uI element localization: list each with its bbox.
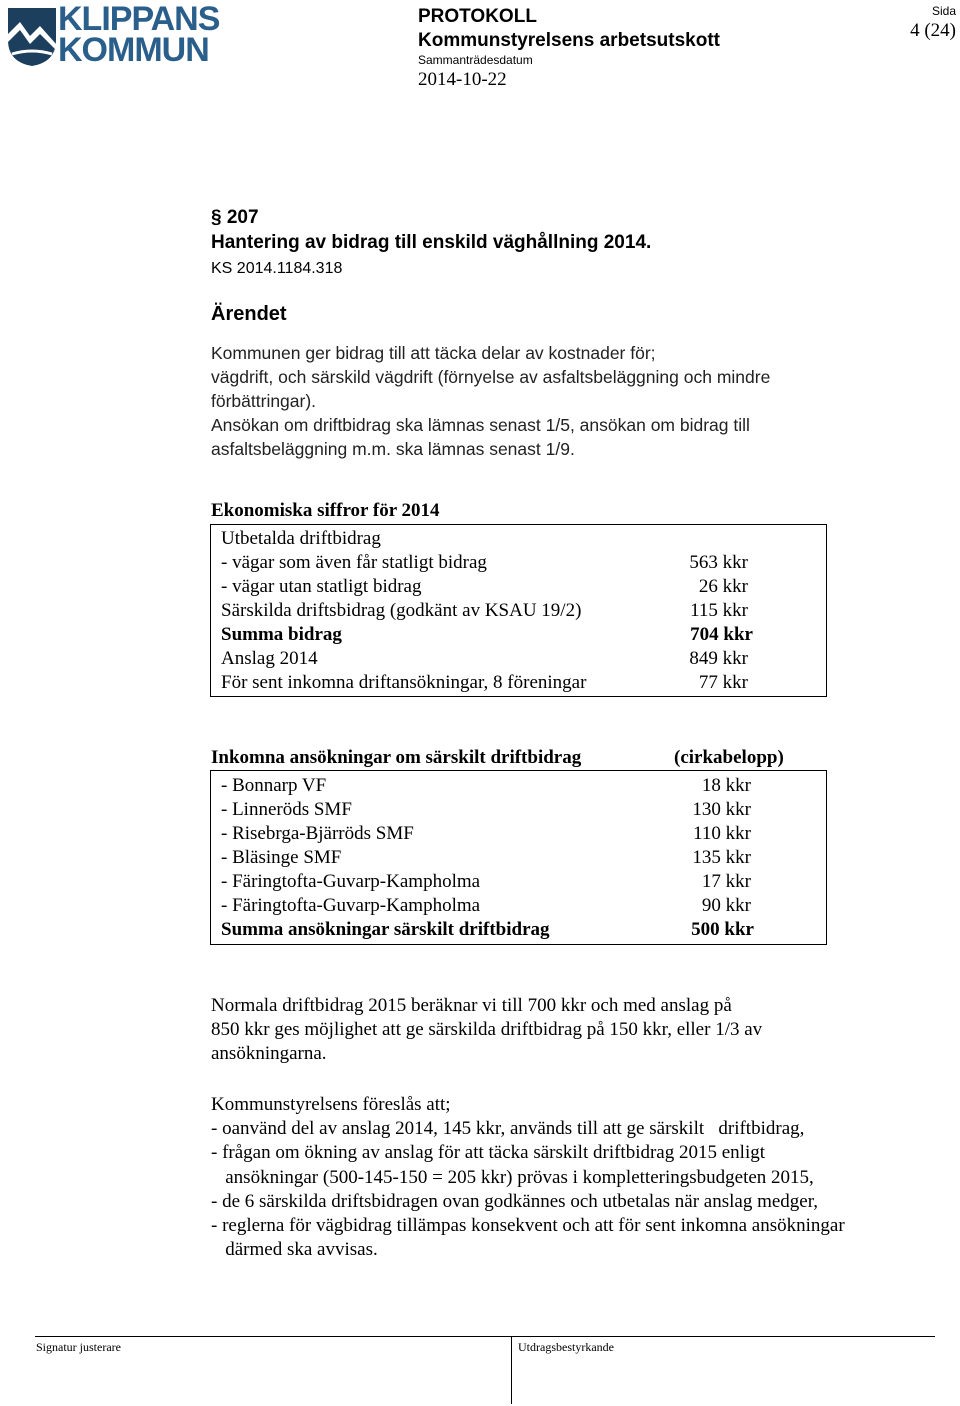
proposal-intro: Kommunstyrelsens föreslås att; (211, 1094, 451, 1115)
row-label: - Färingtofta-Guvarp-Kampholma (221, 871, 481, 892)
proposal-line: - oanvänd del av anslag 2014, 145 kkr, används till att ge särskilt driftbidrag, (211, 1118, 805, 1139)
paragraph-number (211, 207, 259, 229)
row-label: Utbetalda driftbidrag (221, 528, 381, 549)
proposal-line: ansökningar (500-145-150 = 205 kkr) prövas i kompletteringsbudgeten 2015, (211, 1167, 814, 1188)
table-row (221, 847, 826, 871)
row-value: 135 kkr (692, 847, 751, 868)
footer-divider (35, 1336, 935, 1337)
logo-line-1: KLIPPANS (58, 0, 220, 38)
logo-wordmark (58, 0, 220, 69)
table-row (221, 775, 826, 799)
section-symbol: § (211, 207, 222, 228)
row-value: 17 kkr (701, 871, 751, 892)
applications-heading-note: (cirkabelopp) (674, 747, 784, 768)
row-label: Anslag 2014 (221, 648, 318, 669)
row-label: - Bonnarp VF (221, 775, 327, 796)
table-row (221, 672, 826, 696)
economics-table (210, 524, 827, 697)
row-value: 18 kkr (701, 775, 751, 796)
page-label: Sida (931, 4, 956, 18)
row-value: 704 kkr (690, 624, 753, 645)
table-row-total (221, 624, 826, 648)
coat-of-arms-icon (4, 4, 60, 68)
row-label: - vägar som även får statligt bidrag (221, 552, 487, 573)
table-row (221, 552, 826, 576)
row-label: - Risebrga-Bjärröds SMF (221, 823, 414, 844)
proposal-line: - reglerna för vägbidrag tillämpas konsekvent och att för sent inkomna ansökningar (211, 1215, 845, 1236)
row-value: 90 kkr (701, 895, 751, 916)
row-value: 849 kkr (689, 648, 748, 669)
row-value: 130 kkr (692, 799, 751, 820)
table-row (221, 871, 826, 895)
table-row-total (221, 919, 826, 943)
row-label: - vägar utan statligt bidrag (221, 576, 422, 597)
normal-text-line: Normala driftbidrag 2015 beräknar vi till 700 kkr och med anslag på (211, 995, 732, 1016)
meeting-date: 2014-10-22 (418, 69, 507, 90)
signature-label: Signatur justerare (36, 1340, 121, 1354)
doc-type: PROTOKOLL (418, 6, 537, 27)
arendet-line: Kommunen ger bidrag till att täcka delar av kostnader för; (211, 343, 656, 363)
row-label: Summa bidrag (221, 624, 342, 645)
row-value: 110 kkr (693, 823, 751, 844)
table-row (221, 895, 826, 919)
applications-heading: Inkomna ansökningar om särskilt driftbidrag (211, 747, 582, 768)
footer-column-divider (511, 1336, 512, 1404)
row-label: - Bläsinge SMF (221, 847, 342, 868)
arendet-line: vägdrift, och särskild vägdrift (förnyelse av asfaltsbeläggning och mindre (211, 367, 771, 387)
row-value: 563 kkr (689, 552, 748, 573)
row-label: Särskilda driftsbidrag (godkänt av KSAU 19/2) (221, 600, 582, 621)
committee-name: Kommunstyrelsens arbetsutskott (418, 30, 720, 51)
table-row (221, 600, 826, 624)
arendet-line: Ansökan om driftbidrag ska lämnas senast 1/5, ansökan om bidrag till (211, 415, 750, 435)
table-row (221, 576, 826, 600)
page-number: 4 (24) (910, 20, 956, 41)
case-reference: KS 2014.1184.318 (211, 260, 343, 277)
row-label: För sent inkomna driftansökningar, 8 föreningar (221, 672, 587, 693)
paragraph-number-value: 207 (226, 207, 259, 228)
applications-table (210, 770, 827, 945)
table-row (221, 528, 826, 552)
table-row (221, 799, 826, 823)
row-label: - Färingtofta-Guvarp-Kampholma (221, 895, 481, 916)
proposal-line: - de 6 särskilda driftsbidragen ovan godkännes och utbetalas när anslag medger, (211, 1191, 819, 1212)
row-value: 115 kkr (690, 600, 748, 621)
row-label: Summa ansökningar särskilt driftbidrag (221, 919, 550, 940)
arendet-line: förbättringar). (211, 391, 317, 411)
row-label: - Linneröds SMF (221, 799, 352, 820)
economics-heading: Ekonomiska siffror för 2014 (211, 500, 440, 521)
table-row (221, 648, 826, 672)
table-row (221, 823, 826, 847)
row-value: 26 kkr (698, 576, 748, 597)
proposal-line: - frågan om ökning av anslag för att täcka särskilt driftbidrag 2015 enligt (211, 1142, 766, 1163)
paragraph-title: Hantering av bidrag till enskild väghållning 2014. (211, 232, 652, 253)
arendet-heading: Ärendet (211, 303, 287, 325)
logo-line-2: KOMMUN (58, 31, 209, 69)
extract-label: Utdragsbestyrkande (518, 1340, 614, 1354)
row-value: 77 kkr (698, 672, 748, 693)
proposal-line: därmed ska avvisas. (211, 1239, 378, 1260)
normal-text-line: ansökningarna. (211, 1043, 327, 1064)
normal-text-line: 850 kkr ges möjlighet att ge särskilda driftbidrag på 150 kkr, eller 1/3 av (211, 1019, 763, 1040)
arendet-line: asfaltsbeläggning m.m. ska lämnas senast 1/9. (211, 439, 575, 459)
date-label: Sammanträdesdatum (418, 53, 533, 67)
row-value: 500 kkr (691, 919, 754, 940)
